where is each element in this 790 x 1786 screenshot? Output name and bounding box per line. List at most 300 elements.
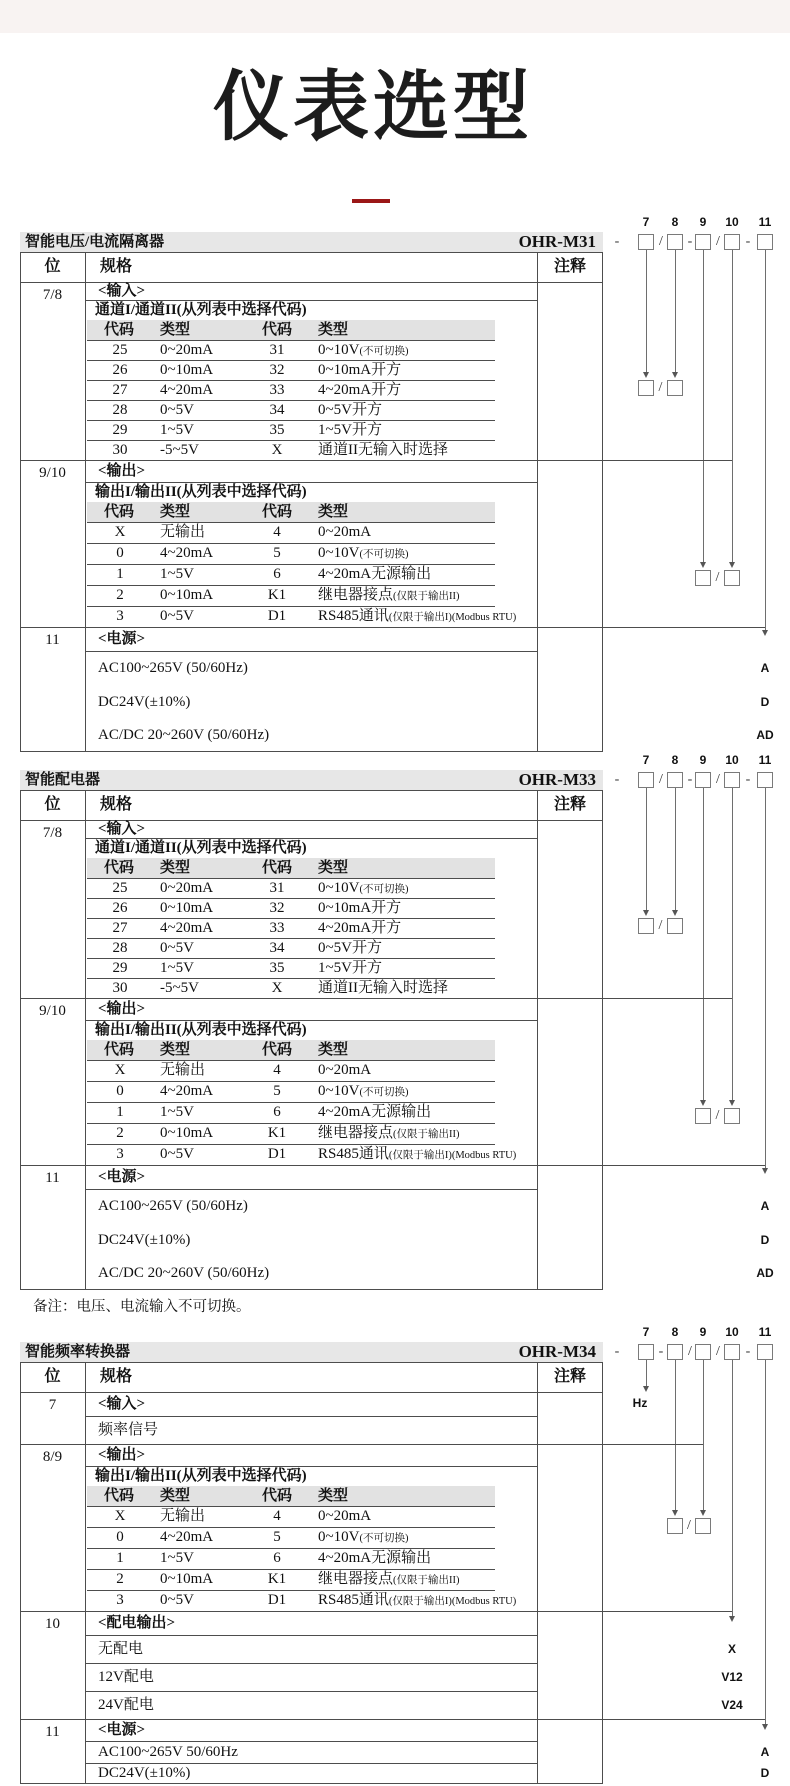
code-cell: 35	[269, 422, 285, 438]
code-header-cell: 代码	[104, 1488, 135, 1504]
position-cell: 11	[45, 632, 60, 648]
code-header-cell: 代码	[104, 504, 135, 520]
section-sublabel: 输出I/输出II(从列表中选择代码)	[95, 1022, 307, 1038]
border-extension	[603, 998, 732, 999]
header-note: 注释	[553, 796, 586, 813]
code-header-cell: 类型	[318, 322, 349, 338]
header-spec: 规格	[100, 1368, 133, 1385]
pair-box	[638, 918, 654, 934]
code-header-cell: 代码	[104, 322, 135, 338]
code-box	[757, 234, 773, 250]
power-option-letter: D	[760, 1233, 770, 1247]
type-cell: 无输出	[160, 524, 206, 540]
border-extension	[603, 460, 732, 461]
type-cell	[318, 606, 536, 627]
diagram-separator: /	[659, 772, 663, 787]
diagram-line	[732, 788, 733, 1100]
diagram-arrow	[700, 1100, 706, 1106]
diagram-line	[703, 250, 704, 562]
code-cell: 32	[269, 362, 285, 378]
pair-box	[667, 1518, 683, 1534]
option-row-text: 频率信号	[98, 1422, 159, 1438]
type-cell	[318, 1081, 536, 1102]
dist-option-letter: V24	[721, 1698, 743, 1712]
option-row-text: AC100~265V (50/60Hz)	[98, 1198, 248, 1214]
pair-box	[695, 1518, 711, 1534]
position-number: 11	[758, 753, 772, 767]
code-cell: 25	[112, 342, 128, 358]
code-cell: 3	[116, 608, 124, 624]
section-label: <电源>	[98, 631, 146, 647]
code-cell: 2	[116, 1571, 124, 1587]
pair-slash: /	[715, 1108, 720, 1123]
diagram-separator: -	[745, 234, 751, 249]
code-cell: 26	[112, 362, 128, 378]
code-cell: 34	[269, 402, 285, 418]
type-text: 0~20mA	[318, 1062, 372, 1078]
pair-box	[667, 380, 683, 396]
diagram-arrow	[729, 1100, 735, 1106]
code-cell: 33	[269, 920, 285, 936]
code-box	[724, 234, 740, 250]
type-text: 0~10mA开方	[318, 900, 402, 916]
border-extension	[603, 1611, 732, 1612]
type-text: 通道II无输入时选择	[318, 980, 448, 996]
position-number: 9	[699, 753, 707, 767]
type-cell	[318, 1060, 536, 1081]
type-cell: 0~5V	[160, 1146, 194, 1162]
type-annotation: (不可切换)	[359, 549, 409, 560]
type-annotation: (仅限于输出I)(Modbus RTU)	[388, 612, 517, 623]
type-cell: 无输出	[160, 1508, 206, 1524]
diagram-separator: -	[614, 772, 620, 787]
code-cell: 27	[112, 920, 128, 936]
code-box	[667, 234, 683, 250]
option-row-text: DC24V(±10%)	[98, 694, 191, 710]
position-cell: 7	[48, 1397, 57, 1413]
position-number: 8	[671, 753, 679, 767]
code-header-cell: 类型	[160, 504, 191, 520]
power-option-letter: A	[760, 1199, 770, 1213]
option-row-text: DC24V(±10%)	[98, 1232, 191, 1248]
pair-box	[667, 918, 683, 934]
code-cell: 31	[269, 342, 285, 358]
section-label: <电源>	[98, 1169, 146, 1185]
code-header-cell: 代码	[262, 1488, 293, 1504]
header-pos: 位	[44, 796, 61, 813]
type-cell	[318, 340, 536, 360]
type-cell: 0~5V	[160, 1592, 194, 1608]
position-cell: 11	[45, 1724, 60, 1740]
code-cell: D1	[267, 1592, 287, 1608]
section-label: <输出>	[98, 463, 146, 479]
type-cell: 0~10mA	[160, 1571, 214, 1587]
code-box	[695, 234, 711, 250]
diagram-line	[675, 250, 676, 372]
option-row-text: AC/DC 20~260V (50/60Hz)	[98, 727, 270, 743]
pair-box	[724, 1108, 740, 1124]
section-sublabel: 输出I/输出II(从列表中选择代码)	[95, 1468, 307, 1484]
diagram-arrow	[672, 910, 678, 916]
header-note: 注释	[553, 258, 586, 275]
type-text: 4~20mA无源输出	[318, 1550, 432, 1566]
header-spec: 规格	[100, 796, 133, 813]
type-text: 继电器接点	[318, 587, 394, 603]
code-cell: 30	[112, 442, 128, 458]
code-header-cell: 代码	[262, 1042, 293, 1058]
code-cell: 5	[273, 1529, 281, 1545]
code-header-cell: 代码	[262, 860, 293, 876]
pair-slash: /	[658, 380, 663, 395]
dist-option-letter: V12	[721, 1670, 743, 1684]
diagram-line	[646, 1360, 647, 1386]
diagram-arrow	[729, 1616, 735, 1622]
type-cell: 4~20mA	[160, 1529, 214, 1545]
diagram-separator: -	[745, 1344, 751, 1359]
type-annotation: (仅限于输出II)	[393, 1575, 460, 1586]
model-code: OHR-M34	[518, 1342, 596, 1361]
type-cell	[318, 958, 536, 978]
code-cell: 27	[112, 382, 128, 398]
type-cell	[318, 878, 536, 898]
type-cell: 4~20mA	[160, 920, 214, 936]
diagram-line	[765, 250, 766, 630]
type-cell	[318, 1590, 536, 1611]
type-text: RS485通讯	[318, 608, 389, 624]
code-header-cell: 类型	[318, 1488, 349, 1504]
title-underline	[352, 199, 390, 203]
type-text: 0~10V	[318, 1083, 360, 1099]
type-annotation: (不可切换)	[359, 1533, 409, 1544]
header-note: 注释	[553, 1368, 586, 1385]
code-cell: 28	[112, 940, 128, 956]
code-box	[638, 1344, 654, 1360]
type-cell	[318, 938, 536, 958]
diagram-separator: -	[745, 772, 751, 787]
code-cell: 0	[116, 545, 124, 561]
column-divider	[85, 1362, 86, 1784]
diagram-line	[732, 1360, 733, 1616]
type-annotation: (仅限于输出II)	[393, 591, 460, 602]
diagram-arrow	[643, 372, 649, 378]
type-cell: 1~5V	[160, 1104, 194, 1120]
type-cell	[318, 1569, 536, 1590]
dist-option-letter: X	[727, 1642, 736, 1656]
type-cell: -5~5V	[160, 442, 199, 458]
pair-box	[695, 1108, 711, 1124]
product-name: 智能配电器	[25, 772, 101, 788]
code-cell: 29	[112, 422, 128, 438]
code-cell: 4	[273, 1508, 281, 1524]
type-cell: 0~10mA	[160, 587, 214, 603]
diagram-arrow	[700, 1510, 706, 1516]
code-header-cell: 类型	[318, 860, 349, 876]
section-sublabel: 通道I/通道II(从列表中选择代码)	[95, 302, 307, 318]
type-cell: 0~10mA	[160, 362, 214, 378]
option-row-text: 24V配电	[98, 1697, 154, 1713]
type-cell: 4~20mA	[160, 1083, 214, 1099]
code-cell: 2	[116, 587, 124, 603]
diagram-line	[765, 1360, 766, 1724]
code-box	[667, 1344, 683, 1360]
code-cell: D1	[267, 1146, 287, 1162]
diagram-separator: -	[687, 234, 693, 249]
code-header-cell: 类型	[318, 1042, 349, 1058]
header-pos: 位	[44, 258, 61, 275]
diagram-separator: /	[716, 234, 720, 249]
type-cell	[318, 918, 536, 938]
diagram-line	[675, 788, 676, 910]
type-annotation: (不可切换)	[359, 884, 409, 895]
type-text: 0~5V开方	[318, 940, 382, 956]
code-box	[757, 1344, 773, 1360]
pair-slash: /	[658, 918, 663, 933]
type-text: 1~5V开方	[318, 422, 382, 438]
power-option-letter: AD	[756, 728, 774, 742]
code-cell: D1	[267, 608, 287, 624]
diagram-line	[675, 1360, 676, 1510]
type-text: 1~5V开方	[318, 960, 382, 976]
type-text: 0~10V	[318, 880, 360, 896]
column-divider	[537, 252, 538, 752]
diagram-separator: /	[716, 1344, 720, 1359]
code-cell: 1	[116, 566, 124, 582]
section-label: <输出>	[98, 1001, 146, 1017]
code-header-cell: 类型	[318, 504, 349, 520]
type-cell	[318, 380, 536, 400]
code-cell: 4	[273, 524, 281, 540]
option-row-text: 无配电	[98, 1641, 144, 1657]
power-option-letter: A	[760, 661, 770, 675]
code-header-cell: 类型	[160, 1488, 191, 1504]
code-cell: 1	[116, 1550, 124, 1566]
code-cell: X	[114, 524, 126, 540]
type-cell: 0~5V	[160, 402, 194, 418]
model-code: OHR-M33	[518, 770, 596, 789]
section-label: <输入>	[98, 283, 146, 299]
code-cell: 6	[273, 1550, 281, 1566]
diagram-separator: -	[614, 1344, 620, 1359]
position-number: 7	[642, 753, 650, 767]
code-cell: K1	[267, 1125, 287, 1141]
position-cell: 8/9	[42, 1449, 63, 1465]
border-extension	[603, 1165, 765, 1166]
code-cell: 34	[269, 940, 285, 956]
diagram-line	[646, 250, 647, 372]
type-text: 4~20mA无源输出	[318, 566, 432, 582]
code-cell: X	[271, 442, 283, 458]
type-cell: 1~5V	[160, 566, 194, 582]
type-cell	[318, 1102, 536, 1123]
position-cell: 9/10	[39, 1003, 66, 1019]
position-number: 10	[725, 753, 739, 767]
code-cell: X	[114, 1062, 126, 1078]
type-cell	[318, 1506, 536, 1527]
type-annotation: (仅限于输出I)(Modbus RTU)	[388, 1150, 517, 1161]
header-pos: 位	[44, 1368, 61, 1385]
code-box	[724, 1344, 740, 1360]
section-label: <输入>	[98, 821, 146, 837]
type-annotation: (不可切换)	[359, 1087, 409, 1098]
code-cell: K1	[267, 587, 287, 603]
type-text: 继电器接点	[318, 1571, 394, 1587]
column-divider	[537, 790, 538, 1290]
code-header-cell: 类型	[160, 860, 191, 876]
diagram-line	[703, 788, 704, 1100]
header-spec: 规格	[100, 258, 133, 275]
section-label: <配电输出>	[98, 1615, 176, 1631]
diagram-line	[703, 1360, 704, 1510]
type-cell: 0~5V	[160, 608, 194, 624]
type-text: RS485通讯	[318, 1146, 389, 1162]
code-header-cell: 类型	[160, 1042, 191, 1058]
position-number: 9	[699, 1325, 707, 1339]
code-cell: 5	[273, 1083, 281, 1099]
code-box	[724, 772, 740, 788]
code-cell: 3	[116, 1592, 124, 1608]
type-cell	[318, 564, 536, 585]
type-annotation: (不可切换)	[359, 346, 409, 357]
type-text: 0~10V	[318, 342, 360, 358]
column-divider	[85, 252, 86, 752]
position-cell: 11	[45, 1170, 60, 1186]
diagram-line	[732, 250, 733, 562]
code-cell: 4	[273, 1062, 281, 1078]
type-cell	[318, 543, 536, 564]
power-option-letter: D	[760, 695, 770, 709]
code-cell: 6	[273, 566, 281, 582]
border-extension	[603, 627, 765, 628]
code-header-cell: 代码	[104, 860, 135, 876]
type-cell: 0~5V	[160, 940, 194, 956]
column-divider	[537, 1362, 538, 1784]
code-box	[757, 772, 773, 788]
type-cell	[318, 898, 536, 918]
type-text: 0~5V开方	[318, 402, 382, 418]
type-text: 继电器接点	[318, 1125, 394, 1141]
product-name: 智能电压/电流隔离器	[25, 234, 165, 250]
code-cell: 28	[112, 402, 128, 418]
border-extension	[603, 1444, 703, 1445]
code-cell: X	[271, 980, 283, 996]
top-banner	[0, 0, 790, 33]
code-cell: 3	[116, 1146, 124, 1162]
type-text: 4~20mA开方	[318, 382, 402, 398]
type-text: 0~10V	[318, 1529, 360, 1545]
pair-box	[695, 570, 711, 586]
type-cell	[318, 978, 536, 998]
type-annotation: (仅限于输出I)(Modbus RTU)	[388, 1596, 517, 1607]
type-annotation: (仅限于输出II)	[393, 1129, 460, 1140]
diagram-separator: /	[688, 1344, 692, 1359]
code-header-cell: 代码	[262, 504, 293, 520]
type-text: RS485通讯	[318, 1592, 389, 1608]
code-box	[638, 772, 654, 788]
diagram-separator: -	[614, 234, 620, 249]
diagram-arrow	[762, 1168, 768, 1174]
position-cell: 10	[45, 1616, 60, 1632]
code-box	[695, 772, 711, 788]
type-cell	[318, 585, 536, 606]
diagram-arrow	[672, 1510, 678, 1516]
code-header-cell: 代码	[262, 322, 293, 338]
code-cell: 31	[269, 880, 285, 896]
border-extension	[603, 1719, 765, 1720]
position-number: 9	[699, 215, 707, 229]
type-cell	[318, 1123, 536, 1144]
type-cell: 0~10mA	[160, 900, 214, 916]
code-cell: 0	[116, 1529, 124, 1545]
type-cell: 4~20mA	[160, 382, 214, 398]
diagram-arrow	[762, 1724, 768, 1730]
code-cell: 5	[273, 545, 281, 561]
power-option-letter: AD	[756, 1266, 774, 1280]
code-cell: 25	[112, 880, 128, 896]
option-row-text: AC100~265V (50/60Hz)	[98, 660, 248, 676]
type-cell: 无输出	[160, 1062, 206, 1078]
code-cell: 2	[116, 1125, 124, 1141]
type-text: 4~20mA开方	[318, 920, 402, 936]
code-cell: 32	[269, 900, 285, 916]
diagram-separator: /	[659, 234, 663, 249]
section-label: <电源>	[98, 1722, 146, 1738]
position-cell: 9/10	[39, 465, 66, 481]
code-box	[638, 234, 654, 250]
power-option-letter: A	[760, 1745, 770, 1759]
type-cell	[318, 420, 536, 440]
type-text: 0~10mA开方	[318, 362, 402, 378]
code-header-cell: 类型	[160, 322, 191, 338]
section-sublabel: 输出I/输出II(从列表中选择代码)	[95, 484, 307, 500]
code-cell: 6	[273, 1104, 281, 1120]
diagram-separator: /	[716, 772, 720, 787]
product-name: 智能频率转换器	[25, 1344, 131, 1360]
type-cell	[318, 1548, 536, 1569]
position-cell: 7/8	[42, 825, 63, 841]
position-number: 11	[758, 1325, 772, 1339]
code-cell: 26	[112, 900, 128, 916]
type-cell: 1~5V	[160, 1550, 194, 1566]
pair-box	[724, 570, 740, 586]
diagram-line	[646, 788, 647, 910]
type-cell	[318, 400, 536, 420]
code-cell: 0	[116, 1083, 124, 1099]
code-cell: 33	[269, 382, 285, 398]
type-cell	[318, 1527, 536, 1548]
type-cell	[318, 522, 536, 543]
type-cell: 1~5V	[160, 960, 194, 976]
code-cell: K1	[267, 1571, 287, 1587]
diagram-arrow	[700, 562, 706, 568]
option-row-text: 12V配电	[98, 1669, 154, 1685]
type-cell: 0~20mA	[160, 342, 214, 358]
code-header-cell: 代码	[104, 1042, 135, 1058]
type-cell	[318, 1144, 536, 1165]
position-number: 7	[642, 1325, 650, 1339]
model-code: OHR-M31	[518, 232, 596, 251]
type-cell: 1~5V	[160, 422, 194, 438]
type-cell	[318, 440, 536, 460]
section-label: <输出>	[98, 1447, 146, 1463]
code-cell: 35	[269, 960, 285, 976]
position-cell: 7/8	[42, 287, 63, 303]
diagram-arrow	[643, 910, 649, 916]
position-number: 8	[671, 1325, 679, 1339]
code-cell: 1	[116, 1104, 124, 1120]
hz-label: Hz	[632, 1396, 648, 1410]
section-sublabel: 通道I/通道II(从列表中选择代码)	[95, 840, 307, 856]
position-number: 10	[725, 1325, 739, 1339]
